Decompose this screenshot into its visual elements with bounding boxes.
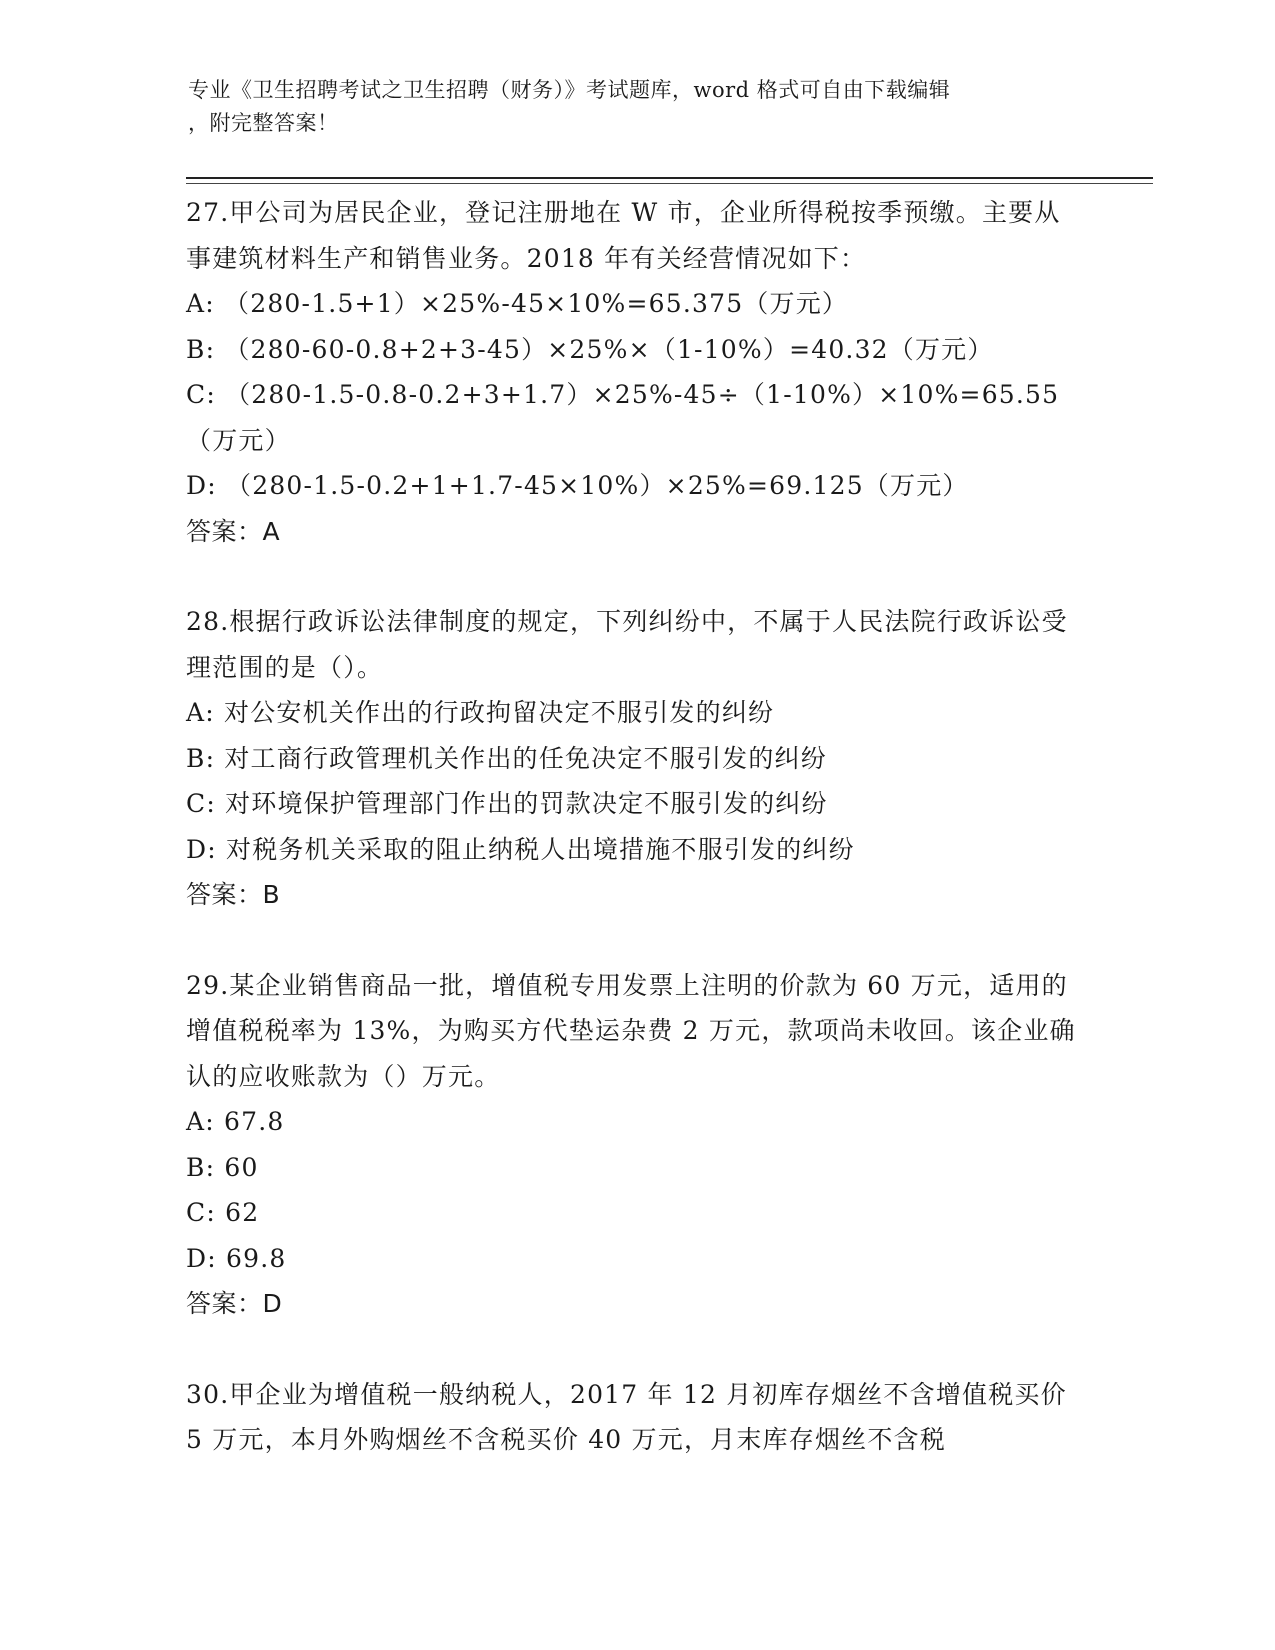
option-a: A: （280-1.5+1）×25%-45×10%=65.375（万元）: [186, 289, 849, 318]
option-c: C: 对环境保护管理部门作出的罚款决定不服引发的纠纷: [186, 789, 828, 818]
question-text: 30.甲企业为增值税一般纳税人，2017 年 12 月初库存烟丝不含增值税买价 5 万元，本月外购烟丝不含税买价 40 万元，月末库存烟丝不含税: [186, 1379, 1067, 1454]
header-divider-thin: [186, 183, 1153, 184]
option-c: C: （280-1.5-0.8-0.2+3+1.7）×25%-45÷（1-10%）×10%=65.55（万元）: [186, 380, 1060, 455]
header-divider-thick: [186, 177, 1153, 179]
option-c: C: 62: [186, 1198, 260, 1227]
header-line-1: 专业《卫生招聘考试之卫生招聘（财务）》考试题库，word 格式可自由下载编辑: [188, 78, 951, 102]
question-text: 29.某企业销售商品一批，增值税专用发票上注明的价款为 60 万元，适用的增值税税率为 13%，为购买方代垫运杂费 2 万元，款项尚未收回。该企业确认的应收账款为（）万元。: [186, 970, 1076, 1091]
question-text: 27.甲公司为居民企业，登记注册地在 W 市，企业所得税按季预缴。主要从事建筑材料生产和销售业务。2018 年有关经营情况如下：: [186, 198, 1061, 273]
option-d: D: （280-1.5-0.2+1+1.7-45×10%）×25%=69.125（万元）: [186, 471, 969, 500]
question-list: [186, 190, 1086, 1508]
option-d: D: 69.8: [186, 1243, 287, 1273]
question-27: [186, 190, 1086, 554]
header-line-2: ，附完整答案！: [188, 111, 339, 135]
question-30: [186, 1372, 1086, 1463]
question-29: [186, 963, 1086, 1327]
question-text: 28.根据行政诉讼法律制度的规定，下列纠纷中，不属于人民法院行政诉讼受理范围的是（）。: [186, 607, 1068, 682]
answer-label: 答案：B: [186, 880, 281, 909]
answer-label: 答案：A: [186, 516, 281, 546]
question-28: [186, 599, 1086, 918]
option-b: B: 60: [186, 1152, 259, 1182]
option-a: A: 67.8: [186, 1107, 285, 1136]
option-b: B: 对工商行政管理机关作出的任免决定不服引发的纠纷: [186, 743, 827, 773]
option-a: A: 对公安机关作出的行政拘留决定不服引发的纠纷: [186, 698, 775, 727]
option-b: B: （280-60-0.8+2+3-45）×25%×（1-10%）=40.32（万元）: [186, 334, 994, 364]
answer-label: 答案：D: [186, 1289, 283, 1318]
option-d: D: 对税务机关采取的阻止纳税人出境措施不服引发的纠纷: [186, 834, 855, 864]
document-header: [188, 74, 1068, 140]
